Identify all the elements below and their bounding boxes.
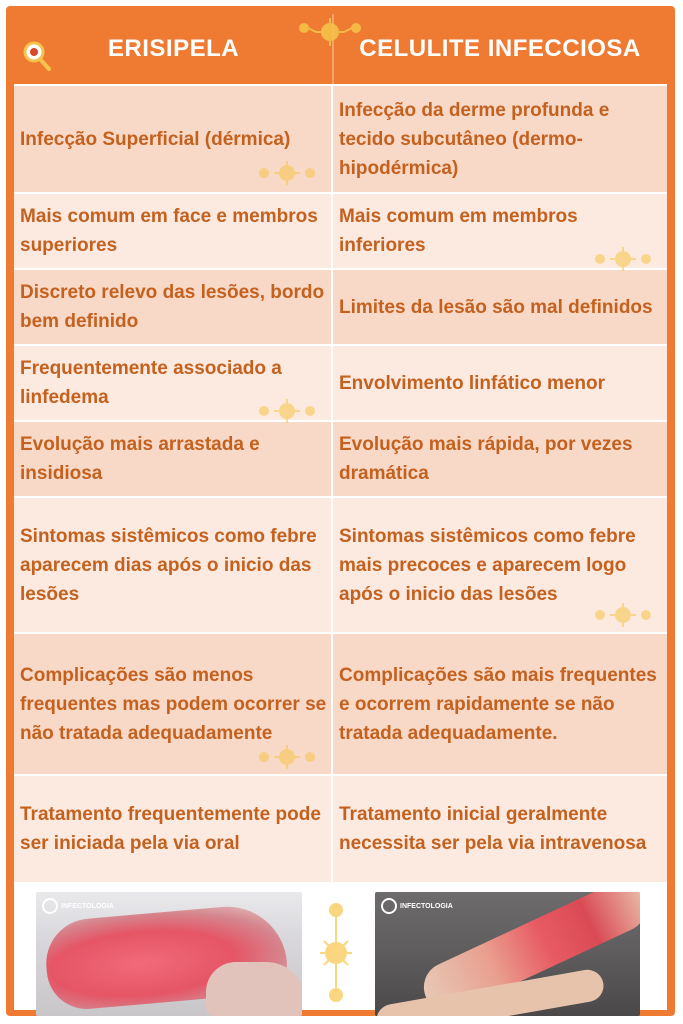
- virus-icon: [252, 158, 322, 188]
- erisipela-cell: Tratamento frequentemente pode ser iniciada pela via oral: [14, 776, 331, 882]
- table-row: [14, 194, 667, 268]
- virus-icon: [290, 14, 370, 50]
- logo-text: INFECTOLOGIA: [61, 902, 114, 910]
- logo-text: INFECTOLOGIA: [400, 902, 453, 910]
- foot: [206, 962, 302, 1016]
- erisipela-cell: Discreto relevo das lesões, bordo bem definido: [14, 270, 331, 344]
- virus-icon: [252, 742, 322, 772]
- table-row: [14, 776, 667, 882]
- erisipela-cell: Complicações são menos frequentes mas podem ocorrer se não tratada adequadamente: [14, 634, 331, 774]
- table-row: [14, 270, 667, 344]
- infectologia-logo: [42, 898, 114, 914]
- table-row: [14, 86, 667, 192]
- celulite-cell: Envolvimento linfático menor: [333, 346, 667, 420]
- celulite-cell: Infecção da derme profunda e tecido subcutâneo (dermo-hipodérmica): [333, 86, 667, 192]
- erisipela-cell: Infecção Superficial (dérmica): [14, 86, 331, 192]
- virus-icon: [252, 396, 322, 426]
- erisipela-photo: [36, 892, 302, 1016]
- celulite-cell: Tratamento inicial geralmente necessita ser pela via intravenosa: [333, 776, 667, 882]
- header-celulite: CELULITE INFECCIOSA: [359, 35, 641, 62]
- header-erisipela: ERISIPELA: [107, 35, 240, 62]
- celulite-photo: [375, 892, 640, 1016]
- erisipela-cell: Sintomas sistêmicos como febre aparecem dias após o inicio das lesões: [14, 498, 331, 632]
- celulite-cell: Limites da lesão são mal definidos: [333, 270, 667, 344]
- infectologia-logo: [381, 898, 453, 914]
- erisipela-cell: Mais comum em face e membros superiores: [14, 194, 331, 268]
- celulite-cell: Evolução mais rápida, por vezes dramática: [333, 422, 667, 496]
- table-row: [14, 634, 667, 774]
- virus-icon: [588, 244, 658, 274]
- magnifier-icon: [381, 898, 397, 914]
- virus-icon: [306, 895, 366, 1015]
- celulite-cell: Complicações são mais frequentes e ocorrem rapidamente se não tratada adequadamente.: [333, 634, 667, 774]
- magnifier-icon: [42, 898, 58, 914]
- magnifier-virus-icon: [22, 40, 52, 72]
- table-row: [14, 498, 667, 632]
- table-row: [14, 422, 667, 496]
- erisipela-cell: Frequentemente associado a linfedema: [14, 346, 331, 420]
- virus-icon: [588, 600, 658, 630]
- table-row: [14, 346, 667, 420]
- erisipela-cell: Evolução mais arrastada e insidiosa: [14, 422, 331, 496]
- celulite-cell: Mais comum em membros inferiores: [333, 194, 667, 268]
- celulite-cell: Sintomas sistêmicos como febre mais precoces e aparecem logo após o inicio das lesões: [333, 498, 667, 632]
